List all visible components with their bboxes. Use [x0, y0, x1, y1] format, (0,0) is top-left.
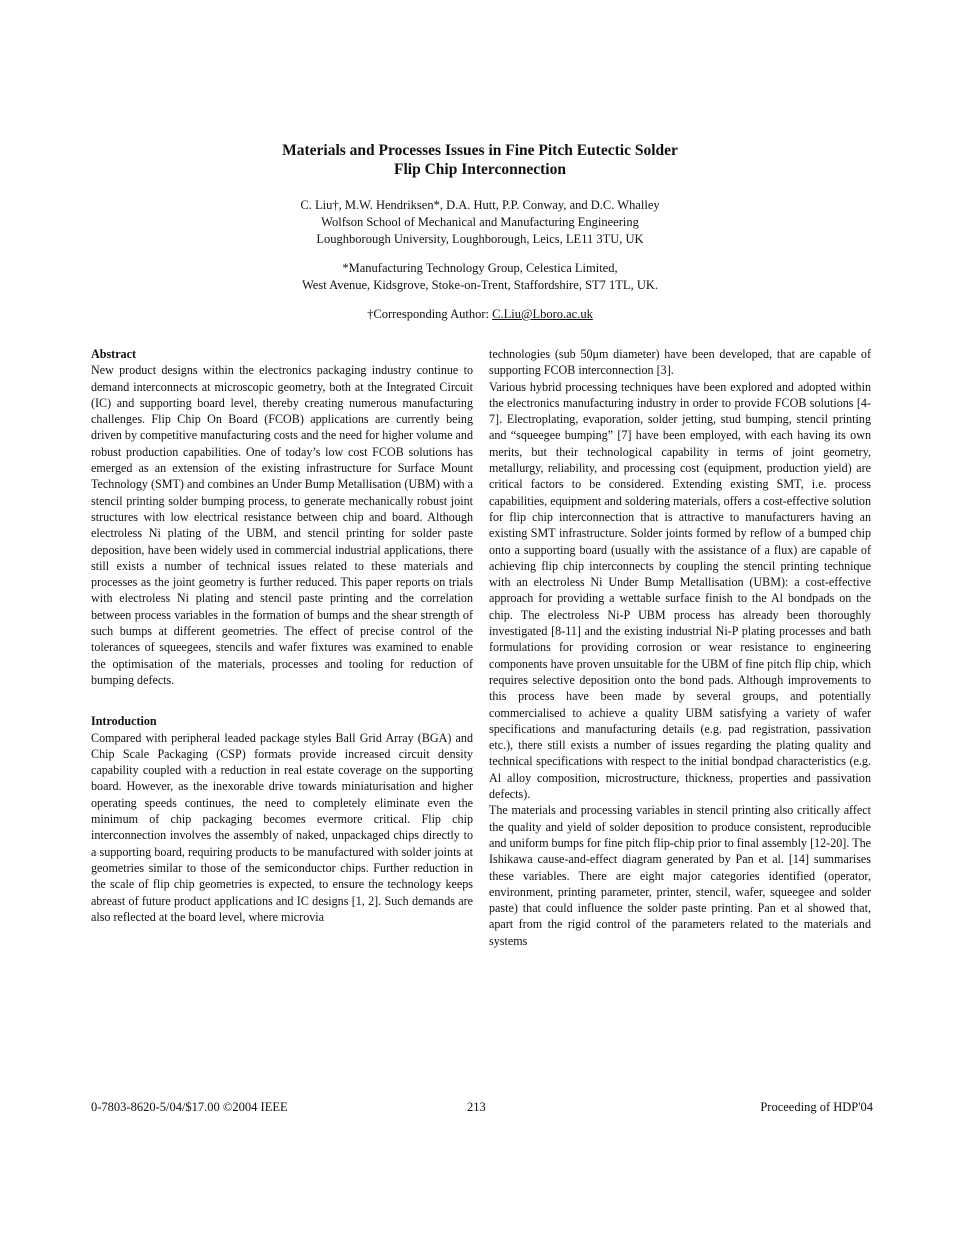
footer-copyright: 0-7803-8620-5/04/$17.00 ©2004 IEEE	[91, 1100, 288, 1114]
abstract-text: New product designs within the electronics packaging industry continue to demand interconnects at microscopic geometry, both at the Integrated Circuit (IC) and supporting board level, thereby creating numerous manufacturing challenges. Flip Chip On Board (FCOB) applications are currently being driven by competitive manufacturing costs and the need for higher volume and robust production capabilities. One of today’s low cost FCOB solutions has emerged as an extension of the existing infrastructure for Surface Mount Technology (SMT) and combines an Under Bump Metallisation (UBM) with a stencil printing solder bumping process, to generate mechanically robust joint structures with low electrical resistance between chip and board. Although electroless Ni plating of the UBM, and stencil printing for solder paste deposition, have been widely used in commercial industrial applications, there still exists a number of technical issues related to these materials and processes as the joint geometry is further reduced. This paper reports on trials with electroless Ni plating and stencil paste printing and the correlation between process variables in the formation of bumps and the shear strength of such bumps at different geometries. The effect of precise control of the tolerances of squeegees, stencils and wafer fixtures was examined to enable the optimisation of the materials, processes and tooling for reduction of bumping defects.	[91, 363, 473, 687]
introduction-heading: Introduction	[91, 714, 157, 729]
introduction-text: Compared with peripheral leaded package styles Ball Grid Array (BGA) and Chip Scale Packaging (CSP) formats provide increased circuit density capability coupled with a reduction in real estate coverage on the supporting board. However, as the inexorable drive towards miniaturisation and higher operating speeds continues, the need to completely eliminate even the minimum of chip packaging becomes evermore critical. Flip chip interconnection involves the assembly of naked, unpackaged chips directly to a supporting board, requiring products to be manufactured with solder joints at geometries similar to those of the semiconductor chips. Further reduction in the scale of flip chip geometries is expected, to ensure the technology keeps abreast of future product applications and IC designs [1, 2]. Such demands are also reflected at the board level, where microvia	[91, 730, 473, 924]
body-paragraph-3: The materials and processing variables in stencil printing also critically affect the quality and yield of solder deposition to produce consistent, reproducible and uniform bumps for fine pitch flip-chip prior to final assembly [12-20]. The Ishikawa cause-and-effect diagram generated by Pan et al. [14] summarises these variables. There are eight major categories identified (operator, environment, printing parameter, printer, stencil, wafer, squeegee and solder paste) that could influence the solder paste printing. Pan et al showed that, apart from the rigid control of the parameters related to the materials and systems	[489, 803, 871, 948]
abstract-heading: Abstract	[91, 347, 137, 361]
corresponding-email-link[interactable]: C.Liu@Lboro.ac.uk	[492, 307, 593, 321]
corresponding-label: †Corresponding Author:	[367, 307, 493, 321]
title-line-2: Flip Chip Interconnection	[394, 161, 566, 178]
right-column	[489, 346, 871, 949]
footer-proceeding: Proceeding of HDP'04	[760, 1100, 873, 1114]
page-footer	[91, 1100, 873, 1118]
page-number: 213	[467, 1100, 486, 1114]
left-column	[91, 346, 473, 925]
author-block	[150, 197, 810, 323]
affiliation-2-line-2: West Avenue, Kidsgrove, Stoke-on-Trent, Staffordshire, ST7 1TL, UK.	[301, 278, 658, 292]
title-line-1: Materials and Processes Issues in Fine Pitch Eutectic Solder	[282, 142, 678, 159]
body-paragraph-1: technologies (sub 50μm diameter) have been developed, that are capable of supporting FCOB interconnection [3].	[489, 347, 871, 378]
paper-title	[150, 141, 810, 179]
affiliation-2-line-1: *Manufacturing Technology Group, Celestica Limited,	[342, 261, 618, 275]
corresponding-author	[150, 306, 810, 323]
affiliation-1-line-2: Loughborough University, Loughborough, Leics, LE11 3TU, UK	[316, 232, 644, 246]
body-paragraph-2: Various hybrid processing techniques have been explored and adopted within the electronics manufacturing industry in order to provide FCOB solutions [4-7]. Electroplating, evaporation, solder jetting, stud bumping, stencil printing and “squeegee bumping” [7] have been employed, with each having its own merits, but their technological capability in terms of joint geometry, metallurgy, reliability, and processing cost (equipment, production yield) are critical factors to be considered. Extending existing SMT, i.e. process capabilities, equipment and soldering materials, offers a cost-effective solution for flip chip interconnection that is attractive to manufacturers having an existing SMT infrastructure. Solder joints formed by reflow of a bumped chip onto a supporting board (usually with the assistance of a flux) are capable of achieving flip chip interconnects by coupling the stencil printing technique with an electroless Ni Under Bump Metallisation (UBM): a cost-effective approach for providing a wettable surface finish to the Al bondpads on the chip. The electroless Ni-P UBM process has already been thoroughly investigated [8-11] and the existing industrial Ni-P plating processes and bath formulations for providing corrosion or wear resistance to engineering components have proven unsuitable for the UBM of fine pitch flip chip, which requires selective deposition onto the bond pads. Although improvements to this process have been made by several groups, and potentially commercialised to achieve a quality UBM satisfying a variety of wafer specifications and manufacturing details (e.g. pad registration, passivation etc.), there still exists a number of issues regarding the plating quality and technical specifications with respect to the initial bondpad characteristics (e.g. Al alloy composition, microstructure, thickness, properties and passivation defects).	[489, 379, 871, 802]
affiliation-1-line-1: Wolfson School of Mechanical and Manufacturing Engineering	[321, 215, 639, 229]
author-list: C. Liu†, M.W. Hendriksen*, D.A. Hutt, P.P. Conway, and D.C. Whalley	[300, 198, 660, 212]
